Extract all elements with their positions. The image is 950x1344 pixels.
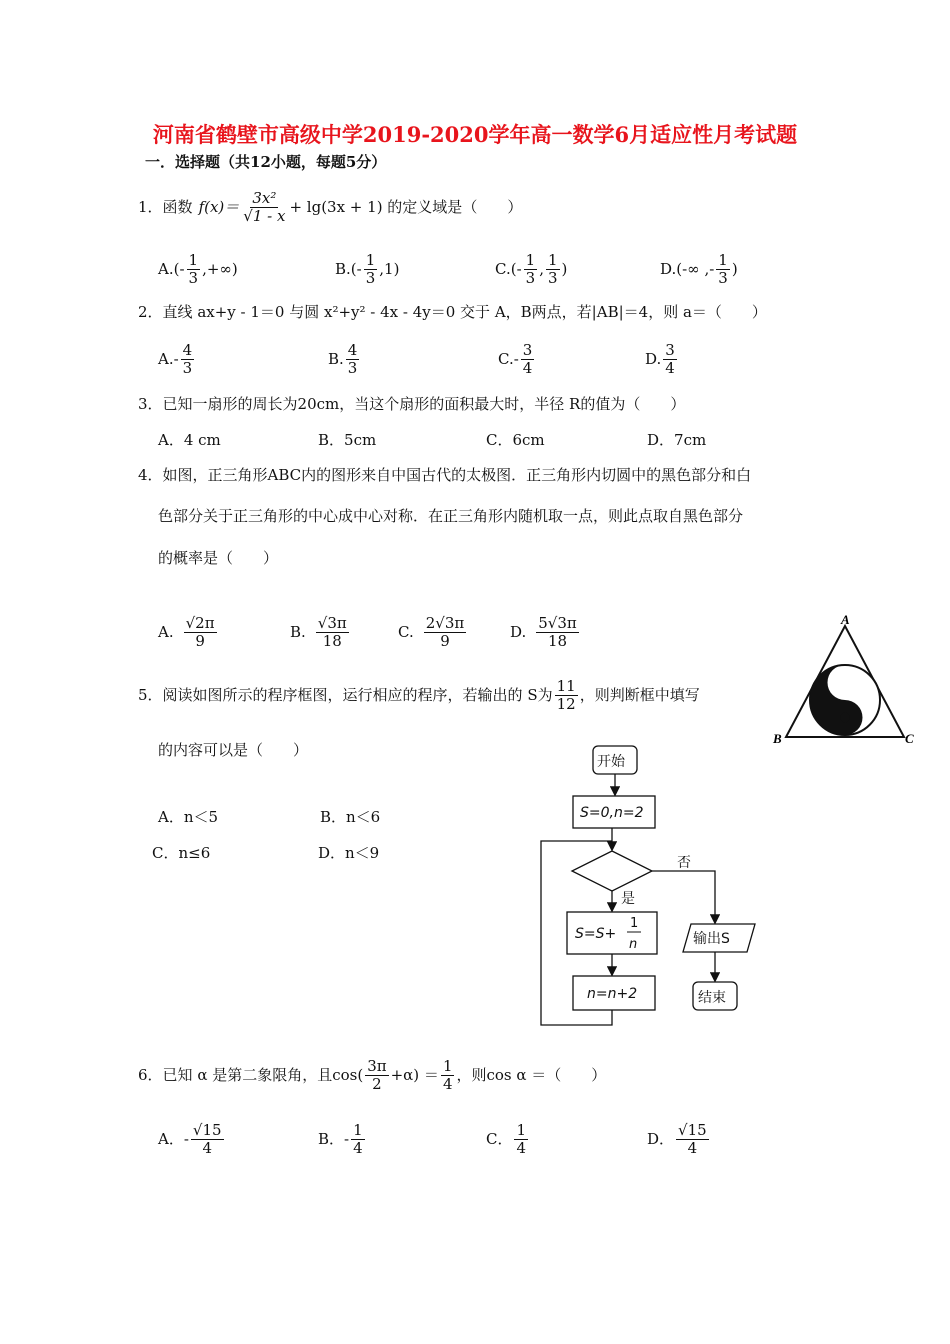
update-s-denominator: n [629,937,638,952]
q2-option-b[interactable]: B. $\frac{4}{3}$ [328,341,358,378]
question-text-line: 的概率是（ ） [158,549,279,567]
vertex-label-b: B [773,731,782,746]
question-number: 2． [138,303,163,321]
question-text: 如图，正三角形ABC内的图形来自中国古代的太极图．正三角形内切圆中的黑色部分和白 [162,466,752,484]
fraction: $\frac{1}{3}$ [547,251,558,288]
update-s-label: S=S+ [575,926,617,942]
question-text: 直线 ax+y - 1＝0 与圆 x²+y² - 4x - 4y＝0 交于 A，B两点，若|AB|＝4，则 a＝（ ） [162,303,767,321]
update-n-label: n=n+2 [587,986,638,1002]
q3-option-c[interactable]: C．6cm [486,431,545,449]
fraction: $\frac{3\pi}{2}$ [367,1057,387,1094]
question-text: +α) ＝ [390,1066,439,1085]
fraction: $\frac{11}{12}$ [556,677,576,714]
question-3 [138,397,685,412]
fraction: $\frac{√15}{4}$ [192,1121,222,1158]
init-label: S=0,n=2 [580,805,644,821]
fraction: $\frac{1}{3}$ [188,251,199,288]
q1-option-b[interactable]: B.(- $\frac{1}{3}$ ,1) [335,251,400,288]
fraction: $\frac{1}{4}$ [442,1057,453,1094]
update-s-numerator: 1 [630,916,639,931]
taiji-symbol [810,665,880,735]
fraction: $\frac{1}{3}$ [718,251,728,288]
q6-option-d[interactable]: D． $\frac{√15}{4}$ [647,1121,707,1158]
q6-option-a[interactable]: A．- $\frac{√15}{4}$ [158,1121,222,1158]
question-5 [138,678,700,714]
question-text: + lg(3x + 1) 的定义域是（ ） [289,198,523,217]
q1-option-d[interactable]: D.(-∞ ,- $\frac{1}{3}$ ) [660,251,738,288]
vertex-label-c: C [905,731,914,746]
question-6 [138,1058,606,1094]
question-text: 阅读如图所示的程序框图，运行相应的程序，若输出的 S为 [162,686,553,705]
question-1 [138,190,522,226]
decision-diamond [572,851,652,891]
q6-option-c[interactable]: C． $\frac{1}{4}$ [486,1121,527,1158]
question-number: 1． [138,198,163,217]
q4-option-c[interactable]: C. $\frac{2√3\pi}{9}$ [398,614,465,651]
question-number: 3． [138,395,163,413]
question-text: 已知 α 是第二象限角，且cos( [162,1066,364,1085]
vertex-label-a: A [841,612,850,627]
fraction: $\frac{4}{3}$ [182,341,193,378]
fraction: $\frac{4}{3}$ [347,341,358,378]
fraction: $\frac{1}{4}$ [353,1121,363,1158]
q2-option-a[interactable]: A.- $\frac{4}{3}$ [158,341,193,378]
fraction: $\frac{1}{3}$ [365,251,376,288]
fraction: $\frac{2√3\pi}{9}$ [425,614,465,651]
fraction: $\frac{3}{4}$ [522,341,533,378]
q6-option-b[interactable]: B．- $\frac{1}{4}$ [318,1121,363,1158]
q1-option-c[interactable]: C.(- $\frac{1}{3}$ , $\frac{1}{3}$ ) [495,251,568,288]
q2-option-c[interactable]: C.- $\frac{3}{4}$ [498,341,533,378]
function-expression: f(x)＝ [198,198,240,217]
q4-option-d[interactable]: D. $\frac{5√3\pi}{18}$ [510,614,577,651]
question-number: 4． [138,466,163,484]
q5-option-a[interactable]: A．n＜5 [158,808,219,826]
fraction: $\frac{1}{3}$ [525,251,536,288]
start-label: 开始 [597,754,625,770]
fraction: $\frac{√3\pi}{18}$ [317,614,347,651]
question-text: ，则判断框中填写 [579,686,700,705]
question-number: 6． [138,1066,163,1085]
fraction: $\frac{5√3\pi}{18}$ [538,614,577,651]
program-flowchart [535,740,765,1030]
question-2 [138,305,767,320]
question-text: 函数 [162,198,193,217]
end-label: 结束 [698,990,726,1006]
question-text-line: 的内容可以是（ ） [158,741,309,759]
question-text: 已知一扇形的周长为20cm，当这个扇形的面积最大时，半径 R的值为（ ） [162,395,686,413]
q5-option-b[interactable]: B．n＜6 [320,808,381,826]
q5-option-d[interactable]: D．n＜9 [318,844,380,862]
q4-option-a[interactable]: A. $\frac{√2\pi}{9}$ [158,614,215,651]
section-heading: 一．选择题（共12小题，每题5分） [145,153,387,171]
fraction: $\frac{1}{4}$ [516,1121,527,1158]
yes-label: 是 [621,891,635,907]
q1-option-a[interactable]: A.(- $\frac{1}{3}$ ,+∞) [158,251,238,288]
q3-option-d[interactable]: D．7cm [647,431,707,449]
question-number: 5． [138,686,163,705]
question-text-line: 色部分关于正三角形的中心成中心对称．在正三角形内随机取一点，则此点取自黑色部分 [158,507,744,525]
fraction: $\frac{3}{4}$ [665,341,675,378]
q4-option-b[interactable]: B. $\frac{√3\pi}{18}$ [290,614,347,651]
q5-option-c[interactable]: C．n≤6 [152,844,211,862]
page-title: 河南省鹤壁市高级中学2019-2020学年高一数学6月适应性月考试题 [152,122,798,147]
no-label: 否 [677,855,691,871]
taiji-triangle-figure [770,612,920,752]
fraction: $\frac{\text{3x²}}{√1 - x}$ [243,189,286,226]
fraction: $\frac{√2\pi}{9}$ [185,614,215,651]
question-4 [138,468,751,483]
q2-option-d[interactable]: D. $\frac{3}{4}$ [645,341,675,378]
q3-option-a[interactable]: A．4 cm [158,431,221,449]
fraction: $\frac{√15}{4}$ [678,1121,707,1158]
output-label: 输出S [693,931,730,947]
q3-option-b[interactable]: B．5cm [318,431,377,449]
question-text: ，则cos α ＝（ ） [456,1066,607,1085]
